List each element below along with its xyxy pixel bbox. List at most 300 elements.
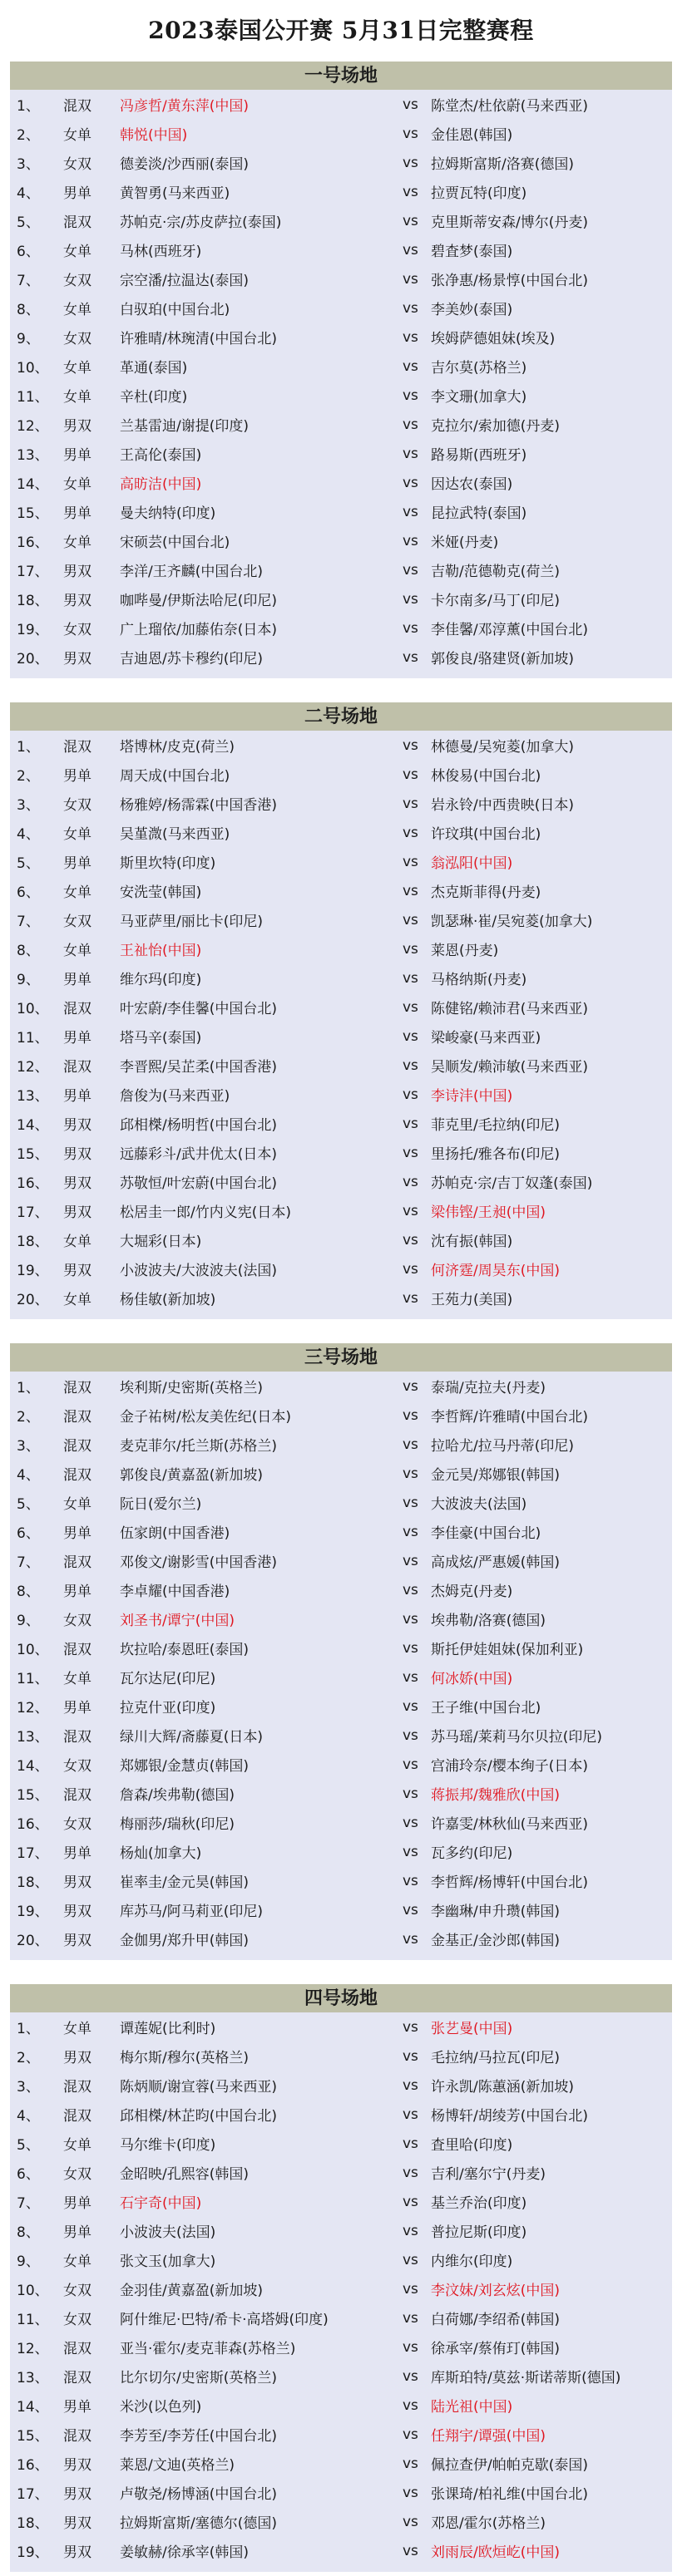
team-a: 瓦尔达尼(印尼) [120,1671,216,1687]
match-number: 10、 [17,1642,49,1658]
match-row [10,847,672,876]
versus-label: vs [403,1610,418,1628]
event-type: 女双 [63,273,91,289]
team-a: 库苏马/阿马莉亚(印尼) [120,1904,263,1920]
match-number: 1、 [17,2021,40,2037]
match-row [10,1866,672,1895]
match-number: 9、 [17,331,40,347]
match-number: 6、 [17,1525,40,1542]
team-b: 李美妙(泰国) [431,302,513,318]
team-b: 杰克斯菲得(丹麦) [431,884,541,901]
event-type: 混双 [63,739,91,756]
versus-label: vs [403,1115,418,1132]
versus-label: vs [403,2106,418,2123]
team-a: 叶宏蔚/李佳馨(中国台北) [120,1001,277,1017]
team-a: 苏帕克·宗/苏皮萨拉(泰国) [120,214,282,231]
match-number: 18、 [17,2515,49,2532]
match-row [10,934,672,963]
versus-label: vs [403,212,418,229]
team-b: 米娅(丹麦) [431,534,499,551]
team-b: 沈有振(韩国) [431,1234,513,1250]
match-number: 8、 [17,302,40,318]
match-row [10,584,672,613]
team-a: 李晋熙/吴芷柔(中国香港) [120,1059,277,1076]
team-b: 吉勒/范德勒克(荷兰) [431,564,560,580]
match-number: 8、 [17,2224,40,2241]
match-number: 4、 [17,1467,40,1484]
match-number: 6、 [17,244,40,260]
match-row [10,1254,672,1283]
versus-label: vs [403,1494,418,1511]
team-a: 周天成(中国台北) [120,768,230,785]
match-row [10,760,672,789]
team-a: 咖哔曼/伊斯法哈尼(印尼) [120,593,277,609]
match-number: 17、 [17,1204,49,1221]
team-b: 任翔宇/谭强(中国) [431,2428,546,2445]
event-type: 混双 [63,2079,91,2096]
team-a: 坎拉哈/泰恩旺(泰国) [120,1642,249,1658]
team-a: 金子祐树/松友美佐纪(日本) [120,1409,291,1426]
event-type: 女双 [63,331,91,347]
event-type: 混双 [63,1059,91,1076]
versus-label: vs [403,2076,418,2094]
match-number: 3、 [17,156,40,173]
match-row [10,789,672,818]
match-row [10,2274,672,2303]
team-a: 麦克菲尔/托兰斯(苏格兰) [120,1438,277,1455]
team-b: 李文珊(加拿大) [431,389,527,406]
match-row [10,2420,672,2449]
team-b: 凯瑟琳·崔/吴宛菱(加拿大) [431,914,593,930]
match-number: 12、 [17,418,49,435]
event-type: 男双 [63,1117,91,1134]
match-number: 17、 [17,2486,49,2503]
team-b: 査里哈(印度) [431,2137,513,2154]
match-number: 9、 [17,972,40,988]
match-number: 16、 [17,1175,49,1192]
team-b: 许永凯/陈蕙涵(新加坡) [431,2079,574,2096]
event-type: 男双 [63,1874,91,1891]
match-row [10,323,672,352]
match-row [10,119,672,148]
match-row [10,1779,672,1808]
versus-label: vs [403,736,418,754]
match-row [10,731,672,760]
match-number: 2、 [17,127,40,144]
team-b: 翁泓阳(中国) [431,855,513,872]
match-number: 19、 [17,1904,49,1920]
team-a: 维尔玛(印度) [120,972,202,988]
match-row [10,1517,672,1546]
event-type: 混双 [63,1467,91,1484]
match-row [10,381,672,410]
event-type: 混双 [63,2108,91,2125]
team-a: 金昭映/孔熙容(韩国) [120,2166,249,2183]
team-b: 斯托伊娃姐妹(保加利亚) [431,1642,584,1658]
event-type: 男单 [63,1088,91,1105]
court-header: 一号场地 [10,62,672,90]
event-type: 混双 [63,1787,91,1804]
team-b: 张艺曼(中国) [431,2021,513,2037]
event-type: 男单 [63,1525,91,1542]
match-row [10,1546,672,1575]
match-row [10,2245,672,2274]
team-b: 基兰乔治(印度) [431,2195,527,2212]
match-row [10,643,672,672]
team-b: 佩拉查伊/帕帕克歇(泰国) [431,2457,588,2474]
team-b: 李诗沣(中国) [431,1088,513,1105]
match-number: 15、 [17,2428,49,2445]
versus-label: vs [403,1406,418,1424]
team-a: 亚当·霍尔/麦克菲森(苏格兰) [120,2341,296,2357]
match-number: 1、 [17,739,40,756]
event-type: 女双 [63,156,91,173]
match-number: 5、 [17,1496,40,1513]
event-type: 男单 [63,768,91,785]
team-b: 库斯珀特/莫兹·斯诺蒂斯(德国) [431,2370,621,2386]
team-a: 小波波夫/大波波夫(法国) [120,1263,277,1279]
team-a: 远藤彩斗/武井优太(日本) [120,1146,277,1163]
event-type: 男双 [63,1175,91,1192]
event-type: 男单 [63,1030,91,1047]
versus-label: vs [403,998,418,1016]
team-b: 毛拉纳/马拉瓦(印尼) [431,2050,560,2066]
team-b: 李佳馨/邓淳薰(中国台北) [431,622,588,638]
match-row [10,1604,672,1633]
versus-label: vs [403,445,418,462]
match-number: 5、 [17,214,40,231]
versus-label: vs [403,1289,418,1307]
match-number: 3、 [17,1438,40,1455]
event-type: 女单 [63,2253,91,2270]
match-row [10,1167,672,1196]
match-row [10,1459,672,1488]
match-number: 20、 [17,651,49,667]
versus-label: vs [403,766,418,783]
match-number: 3、 [17,2079,40,2096]
versus-label: vs [403,1901,418,1918]
event-type: 女单 [63,884,91,901]
team-a: 兰基雷迪/谢提(印度) [120,418,249,435]
versus-label: vs [403,416,418,433]
match-row [10,148,672,177]
match-row [10,2536,672,2565]
team-a: 白驭珀(中国台北) [120,302,230,318]
match-list [10,90,672,678]
team-b: 苏帕克·宗/吉丁奴蓬(泰国) [431,1175,593,1192]
match-number: 4、 [17,185,40,202]
versus-label: vs [403,2135,418,2152]
team-b: 菲克里/毛拉纳(印尼) [431,1117,560,1134]
team-b: 邓恩/霍尔(苏格兰) [431,2515,546,2532]
event-type: 男双 [63,1933,91,1949]
team-b: 林俊易(中国台北) [431,768,541,785]
event-type: 混双 [63,2370,91,2386]
team-a: 邱相榤/林芷昀(中国台北) [120,2108,277,2125]
match-number: 17、 [17,1845,49,1862]
event-type: 男单 [63,2195,91,2212]
team-b: 张净惠/杨景惇(中国台北) [431,273,588,289]
match-row [10,439,672,468]
match-row [10,1895,672,1924]
versus-label: vs [403,561,418,579]
team-a: 冯彦哲/黄东萍(中国) [120,98,249,115]
match-number: 7、 [17,273,40,289]
match-number: 2、 [17,2050,40,2066]
match-number: 13、 [17,447,49,464]
team-a: 梅尔斯/穆尔(英格兰) [120,2050,249,2066]
versus-label: vs [403,648,418,666]
team-b: 吉利/塞尔宁(丹麦) [431,2166,546,2183]
team-b: 王苑力(美国) [431,1292,513,1308]
match-row [10,1488,672,1517]
match-number: 20、 [17,1933,49,1949]
team-b: 陈堂杰/杜依蔚(马来西亚) [431,98,588,115]
court-section [10,62,672,678]
versus-label: vs [403,299,418,317]
match-number: 11、 [17,1030,49,1047]
versus-label: vs [403,1465,418,1482]
event-type: 混双 [63,2341,91,2357]
match-number: 16、 [17,534,49,551]
match-number: 19、 [17,622,49,638]
event-type: 混双 [63,214,91,231]
court-list [0,62,682,2572]
match-number: 15、 [17,1146,49,1163]
match-list [10,2012,672,2572]
versus-label: vs [403,940,418,958]
versus-label: vs [403,154,418,171]
team-b: 李哲辉/杨博轩(中国台北) [431,1874,588,1891]
event-type: 女单 [63,826,91,843]
match-row [10,1138,672,1167]
team-a: 埃利斯/史密斯(英格兰) [120,1380,263,1396]
team-a: 王祉怡(中国) [120,943,202,959]
event-type: 男单 [63,447,91,464]
match-number: 9、 [17,1613,40,1629]
versus-label: vs [403,96,418,113]
team-a: 王高伦(泰国) [120,447,202,464]
team-b: 内维尔(印度) [431,2253,513,2270]
team-b: 何冰娇(中国) [431,1671,513,1687]
versus-label: vs [403,1057,418,1074]
team-b: 克里斯蒂安森/博尔(丹麦) [431,214,588,231]
team-b: 高成炫/严惠媛(韩国) [431,1554,560,1571]
event-type: 男单 [63,1584,91,1600]
match-row [10,1196,672,1225]
match-number: 15、 [17,505,49,522]
versus-label: vs [403,2513,418,2530]
versus-label: vs [403,183,418,200]
match-number: 18、 [17,1874,49,1891]
match-row [10,526,672,555]
team-a: 阮日(爱尔兰) [120,1496,202,1513]
team-a: 吉迪恩/苏卡穆约(印尼) [120,651,263,667]
match-number: 15、 [17,1787,49,1804]
event-type: 男双 [63,418,91,435]
team-b: 杰姆克(丹麦) [431,1584,513,1600]
event-type: 女单 [63,1292,91,1308]
event-type: 混双 [63,1729,91,1746]
team-b: 里扬托/雅各布(印尼) [431,1146,560,1163]
match-row [10,1633,672,1662]
versus-label: vs [403,474,418,491]
versus-label: vs [403,969,418,987]
event-type: 女单 [63,2021,91,2037]
versus-label: vs [403,1843,418,1860]
event-type: 女单 [63,943,91,959]
versus-label: vs [403,2193,418,2210]
match-row [10,177,672,206]
event-type: 女双 [63,2312,91,2328]
versus-label: vs [403,1523,418,1540]
event-type: 男双 [63,2050,91,2066]
match-number: 6、 [17,2166,40,2183]
event-type: 女双 [63,914,91,930]
team-b: 拉贾瓦特(印度) [431,185,527,202]
team-b: 吉尔莫(苏格兰) [431,360,527,377]
versus-label: vs [403,1260,418,1278]
match-number: 2、 [17,1409,40,1426]
event-type: 男双 [63,593,91,609]
event-type: 女单 [63,534,91,551]
team-a: 德姜淡/沙西丽(泰国) [120,156,249,173]
versus-label: vs [403,1436,418,1453]
match-list [10,1372,672,1960]
event-type: 男双 [63,651,91,667]
team-b: 许嘉雯/林秋仙(马来西亚) [431,1816,588,1833]
team-a: 姜敏赫/徐承宰(韩国) [120,2544,249,2561]
team-a: 张文玉(加拿大) [120,2253,216,2270]
match-number: 6、 [17,884,40,901]
match-row [10,992,672,1022]
event-type: 混双 [63,1554,91,1571]
versus-label: vs [403,241,418,259]
court-header: 二号场地 [10,702,672,731]
match-row [10,2216,672,2245]
team-b: 陈健铭/赖沛君(马来西亚) [431,1001,588,1017]
team-b: 金元昊/郑娜银(韩国) [431,1467,560,1484]
versus-label: vs [403,2542,418,2559]
match-number: 9、 [17,2253,40,2270]
match-number: 7、 [17,914,40,930]
team-a: 杨佳敏(新加坡) [120,1292,216,1308]
versus-label: vs [403,1552,418,1569]
match-row [10,410,672,439]
team-b: 陆光祖(中国) [431,2399,513,2416]
event-type: 混双 [63,1001,91,1017]
versus-label: vs [403,2251,418,2268]
event-type: 女单 [63,244,91,260]
match-number: 19、 [17,2544,49,2561]
match-number: 11、 [17,2312,49,2328]
team-b: 碧査梦(泰国) [431,244,513,260]
team-a: 金伽男/郑升甲(韩国) [120,1933,249,1949]
event-type: 男双 [63,2515,91,2532]
versus-label: vs [403,328,418,346]
match-row [10,2303,672,2332]
match-row [10,1750,672,1779]
match-number: 11、 [17,1671,49,1687]
match-number: 5、 [17,855,40,872]
match-number: 8、 [17,1584,40,1600]
team-a: 小波波夫(法国) [120,2224,216,2241]
team-b: 克拉尔/索加德(丹麦) [431,418,560,435]
match-number: 18、 [17,593,49,609]
versus-label: vs [403,2222,418,2239]
match-row [10,1022,672,1051]
match-row [10,905,672,934]
match-number: 12、 [17,2341,49,2357]
event-type: 女单 [63,476,91,493]
versus-label: vs [403,1697,418,1715]
team-a: 宋硕芸(中国台北) [120,534,230,551]
event-type: 女单 [63,1671,91,1687]
match-row [10,2158,672,2187]
team-b: 莱恩(丹麦) [431,943,499,959]
match-number: 19、 [17,1263,49,1279]
match-row [10,293,672,323]
match-number: 14、 [17,1117,49,1134]
versus-label: vs [403,619,418,637]
versus-label: vs [403,357,418,375]
match-row [10,963,672,992]
team-a: 詹俊为(马来西亚) [120,1088,230,1105]
team-a: 谭莲妮(比利时) [120,2021,216,2037]
team-b: 苏马瑶/莱莉马尔贝拉(印尼) [431,1729,602,1746]
match-row [10,1808,672,1837]
match-number: 16、 [17,2457,49,2474]
event-type: 男单 [63,505,91,522]
team-b: 梁峻豪(马来西亚) [431,1030,541,1047]
team-b: 拉姆斯富斯/洛赛(德国) [431,156,574,173]
match-row [10,497,672,526]
team-b: 李哲辉/许雅晴(中国台北) [431,1409,588,1426]
versus-label: vs [403,503,418,520]
team-a: 比尔切尔/史密斯(英格兰) [120,2370,277,2386]
event-type: 女双 [63,2166,91,2183]
team-a: 伍家朗(中国香港) [120,1525,230,1542]
team-b: 吴顺发/赖沛敏(马来西亚) [431,1059,588,1076]
team-b: 李佳豪(中国台北) [431,1525,541,1542]
match-row [10,1080,672,1109]
team-a: 李洋/王齐麟(中国台北) [120,564,263,580]
versus-label: vs [403,1639,418,1657]
match-number: 2、 [17,768,40,785]
team-b: 岩永铃/中西贵映(日本) [431,797,574,814]
match-row [10,613,672,643]
team-b: 金佳恩(韩国) [431,127,513,144]
event-type: 混双 [63,1438,91,1455]
team-a: 黄智勇(马来西亚) [120,185,230,202]
team-a: 拉姆斯富斯/塞德尔(德国) [120,2515,277,2532]
match-number: 1、 [17,1380,40,1396]
match-number: 14、 [17,476,49,493]
event-type: 女单 [63,1496,91,1513]
team-b: 梁伟铿/王昶(中国) [431,1204,546,1221]
match-row [10,264,672,293]
event-type: 女双 [63,2283,91,2299]
event-type: 女单 [63,1234,91,1250]
versus-label: vs [403,2484,418,2501]
versus-label: vs [403,2426,418,2443]
match-row [10,468,672,497]
match-row [10,1837,672,1866]
team-b: 林德曼/吴宛菱(加拿大) [431,739,574,756]
event-type: 男单 [63,185,91,202]
match-number: 4、 [17,826,40,843]
versus-label: vs [403,125,418,142]
